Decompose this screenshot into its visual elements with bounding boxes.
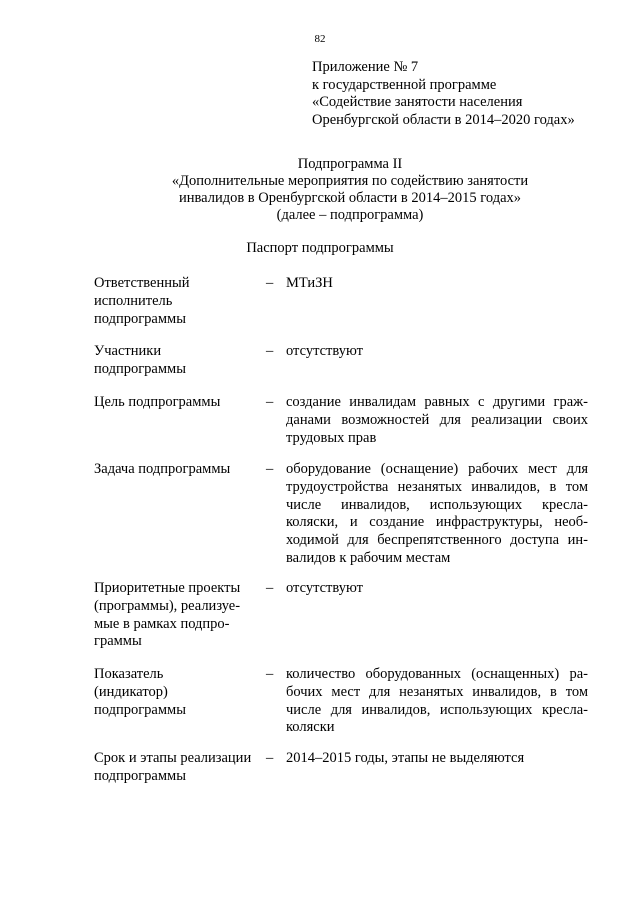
- row-label-line: подпрограммы: [94, 767, 186, 784]
- row-value: [286, 580, 588, 598]
- row-value-line: трудоустройства незанятых инвалидов, в том: [286, 478, 588, 495]
- row-label-line: Ответственный: [94, 275, 190, 291]
- row-value: [286, 394, 588, 447]
- row-label-line: Срок и этапы реализации: [94, 750, 252, 766]
- row-label: [94, 461, 266, 479]
- subprogram-title: [60, 156, 640, 224]
- appendix-line: «Содействие занятости населения: [312, 94, 523, 110]
- row-label-line: подпрограммы: [94, 701, 186, 718]
- row-label-line: Цель подпрограммы: [94, 394, 221, 410]
- row-value-line: ходимой для беспрепятственного доступа ин-: [286, 532, 588, 549]
- row-value: [286, 343, 588, 361]
- row-value-line: числе инвалидов, использующих кресла-: [286, 496, 588, 513]
- row-label-line: Участники: [94, 343, 162, 359]
- row-label: [94, 750, 266, 786]
- row-dash: –: [266, 666, 274, 682]
- row-label: [94, 580, 266, 651]
- row-value-line: валидов к рабочим местам: [286, 549, 451, 566]
- subprogram-title-line: (далее – подпрограмма): [276, 207, 424, 223]
- row-value-line: коляски: [286, 719, 335, 736]
- row-value-line: числе для инвалидов, использующих кресла-: [286, 701, 588, 718]
- subprogram-title-line: «Дополнительные мероприятия по содействию занятости: [171, 173, 529, 189]
- row-label-line: (индикатор): [94, 683, 168, 700]
- row-value-line: оборудование (оснащение) рабочих мест для: [286, 461, 588, 477]
- appendix-line: Приложение № 7: [312, 59, 419, 75]
- row-label-line: исполнитель: [94, 292, 173, 309]
- row-value-line: МТиЗН: [286, 275, 333, 291]
- row-dash: –: [266, 750, 274, 766]
- row-value: [286, 666, 588, 737]
- row-value-line: бочих мест для незанятых инвалидов, в том: [286, 683, 588, 700]
- row-label-line: мые в рамках подпро-: [94, 615, 230, 632]
- row-label: [94, 394, 266, 412]
- row-dash: –: [266, 343, 274, 359]
- row-dash: –: [266, 580, 274, 596]
- row-label: [94, 666, 266, 719]
- row-value: [286, 275, 588, 293]
- row-label: [94, 343, 266, 379]
- row-value-line: данами возможностей для реализации своих: [286, 411, 588, 428]
- row-label-line: граммы: [94, 633, 142, 650]
- row-label-line: подпрограммы: [94, 310, 186, 327]
- appendix-line: к государственной программе: [312, 76, 497, 93]
- row-value-line: отсутствуют: [286, 580, 363, 596]
- row-value-line: отсутствуют: [286, 343, 363, 359]
- row-label-line: Приоритетные проекты: [94, 580, 241, 596]
- row-dash: –: [266, 461, 274, 477]
- row-label: [94, 275, 266, 328]
- row-value-line: коляски, и создание инфраструктуры, необ-: [286, 514, 588, 531]
- appendix-line: Оренбургской области в 2014–2020 годах»: [312, 111, 575, 128]
- row-label-line: подпрограммы: [94, 360, 186, 377]
- row-dash: –: [266, 275, 274, 291]
- row-value-line: 2014–2015 годы, этапы не выделяются: [286, 750, 525, 766]
- page-number: 82: [314, 33, 326, 45]
- row-label-line: Задача подпрограммы: [94, 461, 231, 477]
- row-dash: –: [266, 394, 274, 410]
- row-value: [286, 461, 588, 568]
- row-value: [286, 750, 588, 768]
- row-value-line: количество оборудованных (оснащенных) ра-: [286, 666, 588, 682]
- subprogram-title-line: Подпрограмма II: [297, 156, 403, 172]
- passport-title: Паспорт подпрограммы: [246, 240, 394, 256]
- row-label-line: (программы), реализуе-: [94, 597, 241, 614]
- row-value-line: трудовых прав: [286, 429, 377, 446]
- appendix-header: [312, 59, 575, 129]
- row-label-line: Показатель: [94, 666, 164, 682]
- subprogram-title-line: инвалидов в Оренбургской области в 2014–2015 годах»: [178, 190, 522, 206]
- row-value-line: создание инвалидам равных с другими граж-: [286, 394, 588, 410]
